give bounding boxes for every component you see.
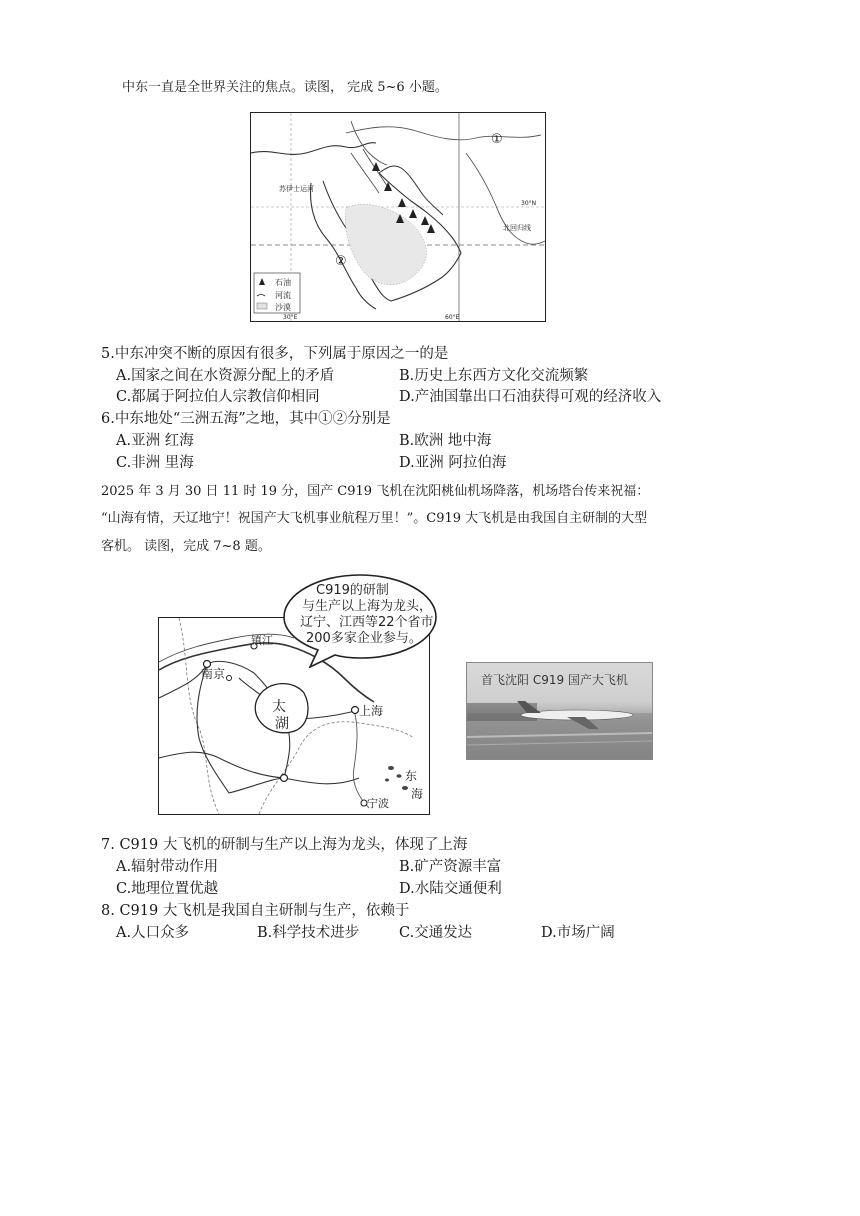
bubble-line-3: 辽宁、江西等22个省市 [300,615,434,630]
q8-option-a: A.人口众多 [116,925,190,941]
map-label-suez-canal: 苏伊士运河 [279,185,314,193]
q7-option-d: D.水陆交通便利 [399,881,502,897]
city-marker-small [227,676,232,681]
sea-label-1: 东 [405,769,418,783]
q6-option-a: A.亚洲 红海 [116,433,194,449]
sea-label-2: 海 [411,787,424,801]
speech-bubble [280,572,440,668]
q7-option-c: C.地理位置优越 [116,881,219,897]
northern-border [346,127,541,140]
q6-stem: 6.中东地处“三洲五海”之地，其中①②分别是 [101,411,391,427]
q7-option-a: A.辐射带动作用 [116,859,219,875]
taihu-label-1: 太 [272,699,286,715]
bubble-line-1: C919的研制 [316,583,389,598]
railway-line-4 [159,752,284,778]
q8-option-b: B.科学技术进步 [257,925,360,941]
q5-option-b: B.历史上东西方文化交流频繁 [399,368,589,384]
bubble-line-2: 与生产以上海为龙头， [302,599,433,614]
city-label-ningbo: 宁波 [367,797,389,810]
taihu-label-2: 湖 [275,716,289,732]
middle-east-map [250,112,546,322]
bubble-line-4: 200多家企业参与。 [306,631,422,646]
intro-text-5-6: 中东一直是全世界关注的焦点。读图， 完成 5~6 小题。 [122,80,448,95]
intro-text-7-8-line1: 2025 年 3 月 30 日 11 时 19 分，国产 C919 飞机在沈阳桃仙机场降落，机场塔台传来祝福： [101,484,650,499]
city-label-nanjing: 南京 [201,667,226,681]
map-label-region-2: ② [335,254,347,269]
q6-option-d: D.亚洲 阿拉伯海 [399,455,507,471]
map-label-30n: 30°N [521,200,537,207]
city-label-zhenjiang: 镇江 [251,634,273,647]
intro-text-7-8-line3: 客机。 读图，完成 7~8 题。 [101,539,271,554]
photo-caption: 首飞沈阳 C919 国产大飞机 [481,673,628,687]
city-marker-hangzhou [281,775,288,782]
q8-stem: 8. C919 大飞机是我国自主研制与生产，依赖于 [101,903,410,919]
q8-option-d: D.市场广阔 [541,925,615,941]
q5-option-a: A.国家之间在水资源分配上的矛盾 [116,368,335,384]
railway-line-5 [353,710,369,808]
mediterranean-coast [251,143,376,155]
legend-oil-label: 石油 [275,278,291,287]
province-border-west [179,618,219,814]
q5-stem: 5.中东冲突不断的原因有很多，下列属于原因之一的是 [101,346,449,362]
middle-east-map-drawing [251,113,545,321]
intro-text-7-8-line2: “山海有情，天辽地宁！祝国产大飞机事业航程万里！”。C919 大飞机是由我国自主研制的大型 [101,511,648,526]
c919-photo [466,662,653,760]
map-label-tropic: 北回归线 [503,224,531,232]
airplane-image [467,693,652,759]
q5-option-c: C.都属于阿拉伯人宗教信仰相同 [116,389,320,405]
q7-option-b: B.矿产资源丰富 [399,859,502,875]
city-label-shanghai: 上海 [359,704,384,718]
q7-stem: 7. C919 大飞机的研制与生产以上海为龙头，体现了上海 [101,837,468,853]
q5-option-d: D.产油国靠出口石油获得可观的经济收入 [399,389,662,405]
map-label-region-1: ① [491,132,503,147]
q6-option-b: B.欧洲 地中海 [399,433,492,449]
map-legend [254,273,300,313]
river-euphrates [351,153,379,193]
map-label-60e: 60°E [445,314,460,321]
legend-desert-label: 沙漠 [275,303,291,312]
q8-option-c: C.交通发达 [399,925,473,941]
city-marker-shanghai [352,707,359,714]
map-label-30e: 30°E [283,314,298,321]
q6-option-c: C.非洲 里海 [116,455,194,471]
legend-desert-icon [257,303,267,309]
legend-river-label: 河流 [275,291,291,300]
